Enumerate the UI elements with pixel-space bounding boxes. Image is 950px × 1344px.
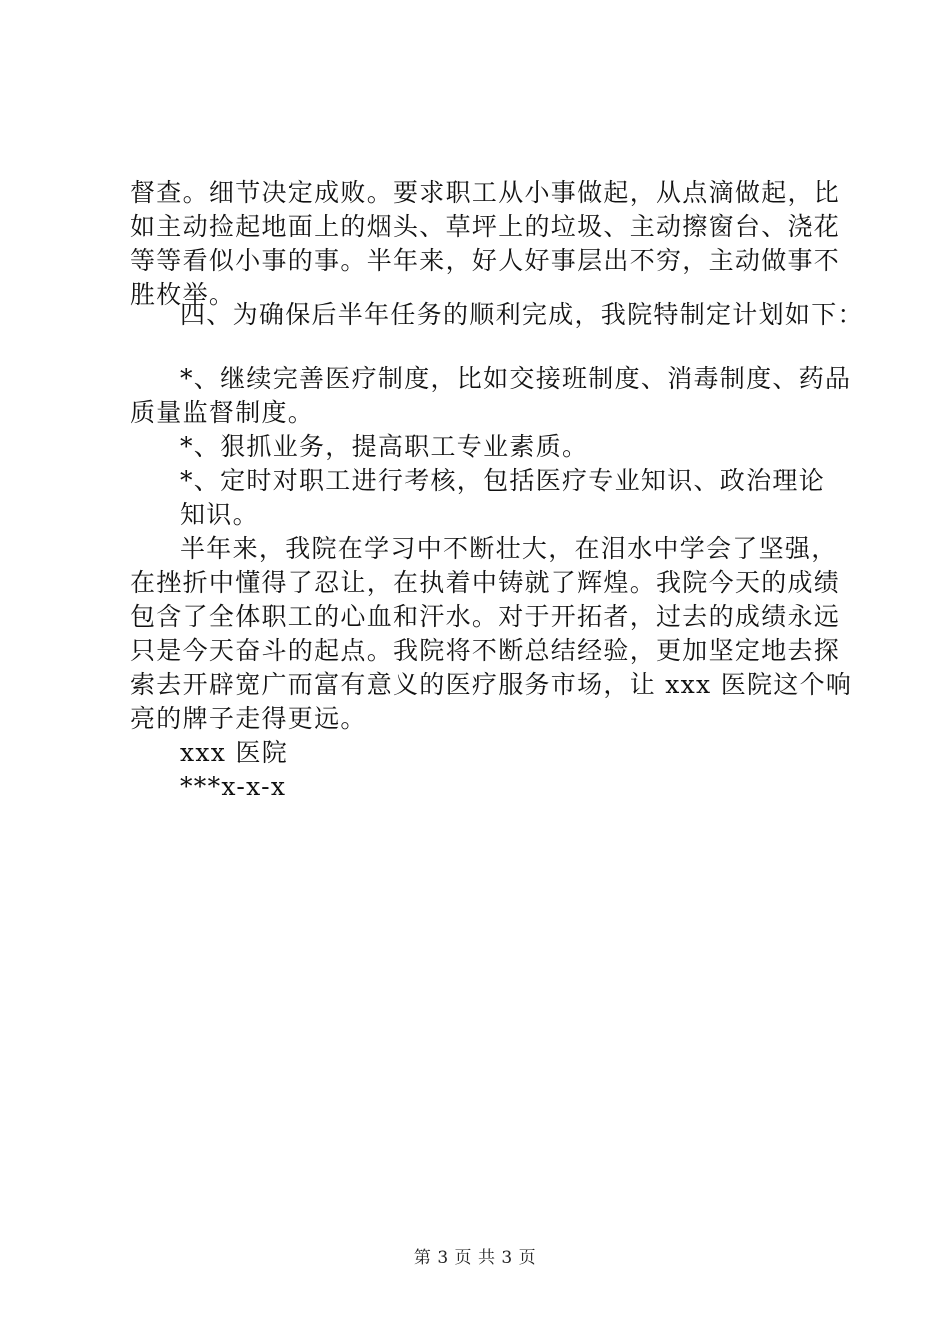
page-footer: 第 3 页 共 3 页 <box>413 1248 537 1268</box>
paragraph-line: 半年来，我院在学习中不断壮大，在泪水中学会了坚强， <box>180 534 838 563</box>
paragraph-line: 包含了全体职工的心血和汗水。对于开拓者，过去的成绩永远 <box>130 602 841 631</box>
bullet-item-continuation: 质量监督制度。 <box>130 398 315 427</box>
signature-date: ***x-x-x <box>180 772 287 801</box>
paragraph-line: 督查。细节决定成败。要求职工从小事做起，从点滴做起，比 <box>130 178 841 207</box>
paragraph-line: 只是今天奋斗的起点。我院将不断总结经验，更加坚定地去探 <box>130 636 841 665</box>
bullet-item: *、定时对职工进行考核，包括医疗专业知识、政治理论 <box>180 466 826 495</box>
signature-org: xxx 医院 <box>180 738 289 767</box>
bullet-item: *、狠抓业务，提高职工专业素质。 <box>180 432 589 461</box>
bullet-item-continuation: 知识。 <box>180 500 259 529</box>
section-heading: 四、为确保后半年任务的顺利完成，我院特制定计划如下： <box>180 300 864 329</box>
paragraph-line: 等等看似小事的事。半年来，好人好事层出不穷，主动做事不 <box>130 246 841 275</box>
paragraph-line: 胜枚举。 <box>130 280 236 309</box>
paragraph-line: 亮的牌子走得更远。 <box>130 704 367 733</box>
bullet-item: *、继续完善医疗制度，比如交接班制度、消毒制度、药品 <box>180 364 852 393</box>
paragraph-line: 在挫折中懂得了忍让，在执着中铸就了辉煌。我院今天的成绩 <box>130 568 841 597</box>
paragraph-line: 如主动捡起地面上的烟头、草坪上的垃圾、主动擦窗台、浇花 <box>130 212 841 241</box>
paragraph-line: 索去开辟宽广而富有意义的医疗服务市场，让 xxx 医院这个响 <box>130 670 853 699</box>
